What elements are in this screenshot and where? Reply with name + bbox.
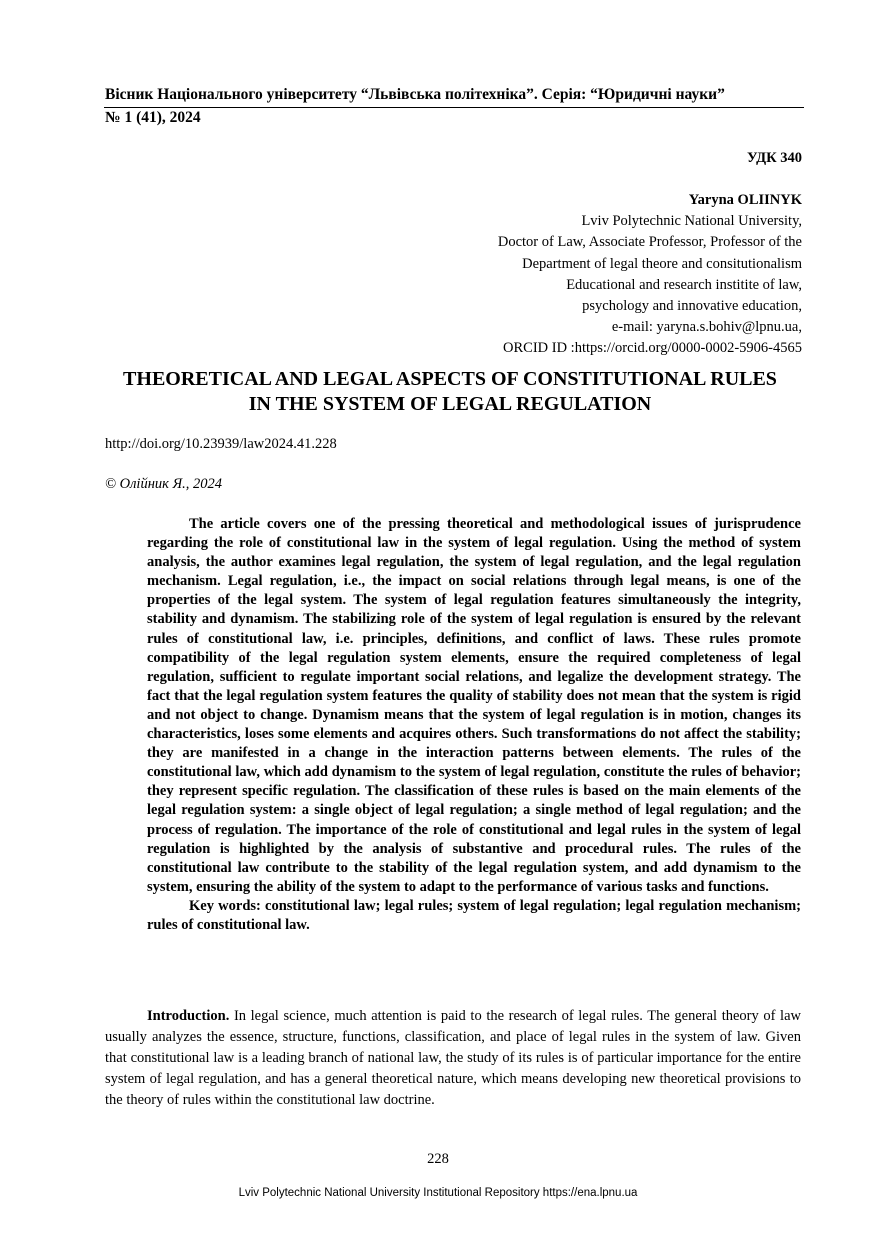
copyright: © Олійник Я., 2024 [105,476,222,492]
abstract-text: The article covers one of the pressing theoretical and methodological issues of jurisprudence regarding the role of constitutional law in the system of legal regulation. Using the method of system analysis, the author examines legal regulation, the system of legal regulation, and the legal regulation mechanism. Legal regulation, i.e., the impact on social relations through legal means, is one of the properties of the legal system. The system of legal regulation features simultaneously the integrity, stability and dynamism. The stabilizing role of the system of legal regulation is ensured by the relevant rules of constitutional law, i.e. principles, definitions, and conflict of laws. These rules promote compatibility of the legal regulation system elements, ensure the required completeness of legal regulation, sufficient to regulate important social relations, and legalize the development strategy. The fact that the legal regulation system features the quality of stability does not mean that the system is rigid and not object to change. Dynamism means that the system of legal regulation is in motion, changes its characteristics, loses some elements and acquires others. Such transformations do not affect the stability; they are manifested in a change in the interaction patterns between elements. The rules of the constitutional law, which add dynamism to the system of legal regulation, constitute the rules of behavior; they represent specific regulation. The classification of these rules is based on the main elements of the legal regulation system: a single object of legal regulation; a single method of legal regulation; and the process of regulation. The importance of the role of constitutional and legal rules in the system of legal regulation is highlighted by the analysis of substantive and procedural rules. The rules of the constitutional law contribute to the stability of the legal regulation system, and add dynamism to the system, ensuring the ability of the system to adapt to the performance of various tasks and functions. [147,516,801,895]
author-department: Department of legal theore and consitutionalism [522,255,802,272]
author-institute-cont: psychology and innovative education, [582,298,802,315]
author-affiliation: Lviv Polytechnic National University, [581,213,802,230]
author-block [382,190,802,360]
issue-number: № 1 (41), 2024 [105,109,201,126]
header-rule [104,107,804,108]
doi-link[interactable]: http://doi.org/10.23939/law2024.41.228 [105,436,337,452]
title-line-2: IN THE SYSTEM OF LEGAL REGULATION [248,393,652,415]
author-email: e-mail: yaryna.s.bohiv@lpnu.ua, [611,319,802,336]
title-line-1: THEORETICAL AND LEGAL ASPECTS OF CONSTITUTIONAL RULES [123,368,777,390]
introduction-text: In legal science, much attention is paid to the research of legal rules. The general theory of law usually analyzes the essence, structure, functions, classification, and place of legal rules in the system of law. Given that constitutional law is a leading branch of national law, the study of its rules is of particular importance for the entire system of legal regulation, and has a general theoretical nature, which means developing new theoretical provisions to the theory of rules within the constitutional law doctrine. [105,1008,801,1108]
author-institute: Educational and research institite of law, [566,276,802,293]
page-number: 228 [427,1151,449,1167]
introduction [105,1006,801,1111]
repository-footer: Lviv Polytechnic National University Institutional Repository https://ena.lpnu.ua [238,1187,638,1199]
introduction-heading: Introduction. [147,1008,230,1024]
introduction-paragraph [105,1006,801,1111]
author-degree: Doctor of Law, Associate Professor, Professor of the [497,234,802,251]
keywords: Key words: constitutional law; legal rules; system of legal regulation; legal regulation mechanism; rules of constitutional law. [147,897,801,933]
udk-code: УДК 340 [746,150,802,166]
abstract [147,515,801,935]
author-orcid: ORCID ID :https://orcid.org/0000-0002-5906-4565 [503,340,802,357]
author-name: Yaryna OLIINYK [688,192,802,208]
journal-title: Вісник Національного університету “Львівська політехніка”. Серія: “Юридичні науки” [105,86,725,103]
article-title [90,367,810,417]
